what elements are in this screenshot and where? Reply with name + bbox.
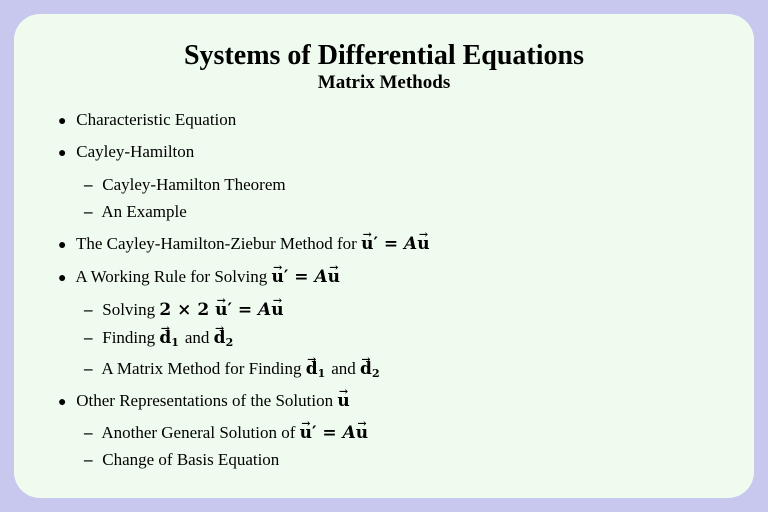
- dash-icon: –: [84, 359, 93, 378]
- outline-subitem-matrix-method: – A Matrix Method for Finding → $d_1$ and → $d_2$: [84, 358, 380, 385]
- equation-2x2-u-prime-equals-Au: 2 × 2 → u′ = A→ u: [159, 300, 283, 320]
- item-text: The Cayley-Hamilton-Ziebur Method for: [75, 234, 357, 253]
- outline-item-characteristic-equation: [58, 109, 236, 133]
- equation-u-prime-equals-Au: → u′ = A→ u: [361, 234, 430, 254]
- item-text: Cayley-Hamilton: [76, 142, 195, 161]
- equation-u-prime-equals-Au: → u′ = A→ u: [300, 423, 369, 443]
- dash-icon: –: [84, 328, 93, 347]
- dash-icon: –: [84, 300, 93, 319]
- outline-subitem-cayley-hamilton-theorem: [84, 174, 286, 196]
- equation-d1-and-d2: → $d_1$: [159, 328, 184, 348]
- item-text: Another General Solution of: [101, 423, 296, 442]
- outline-item-chz-method: [58, 233, 430, 257]
- item-text: Cayley-Hamilton Theorem: [102, 175, 286, 194]
- item-text: Change of Basis Equation: [102, 450, 280, 469]
- outline-subitem-an-example: [84, 201, 187, 223]
- bullet-icon: ●: [58, 395, 67, 410]
- outline-subitem-solving-2x2: [84, 299, 284, 321]
- bullet-icon: ●: [58, 114, 67, 129]
- outline-item-other-representations: [58, 390, 350, 414]
- slide: [14, 14, 754, 498]
- page-subtitle: Matrix Methods: [317, 72, 451, 93]
- item-text: A Matrix Method for Finding: [101, 359, 302, 378]
- dash-icon: –: [84, 450, 93, 469]
- item-text: Solving: [102, 300, 156, 319]
- outline-subitem-change-of-basis: [84, 449, 279, 471]
- item-text: Other Representations of the Solution: [76, 391, 334, 410]
- item-text: Finding: [102, 328, 156, 347]
- page-title: Systems of Differential Equations: [183, 40, 585, 71]
- equation-u-prime-equals-Au: → u′ = A→ u: [272, 267, 341, 287]
- item-text: An Example: [101, 202, 187, 221]
- item-text: A Working Rule for Solving: [75, 267, 268, 286]
- item-text: Characteristic Equation: [76, 110, 237, 129]
- outline-subitem-another-general-solution: [84, 422, 368, 444]
- equation-d2: → $d_2$: [214, 328, 234, 348]
- equation-d2: → $d_2$: [360, 359, 380, 379]
- bullet-icon: ●: [58, 271, 67, 286]
- dash-icon: –: [84, 202, 93, 221]
- bullet-icon: ●: [58, 238, 67, 253]
- bullet-icon: ●: [58, 146, 67, 161]
- outline-subitem-finding-d1-d2: – Finding → $d_1$ and → $d_2$: [84, 327, 233, 354]
- outline-item-working-rule: [58, 266, 340, 290]
- outline-item-cayley-hamilton: [58, 141, 194, 165]
- equation-d1: → $d_1$: [306, 359, 331, 379]
- equation-u: → u: [337, 391, 349, 411]
- dash-icon: –: [84, 423, 93, 442]
- dash-icon: –: [84, 175, 93, 194]
